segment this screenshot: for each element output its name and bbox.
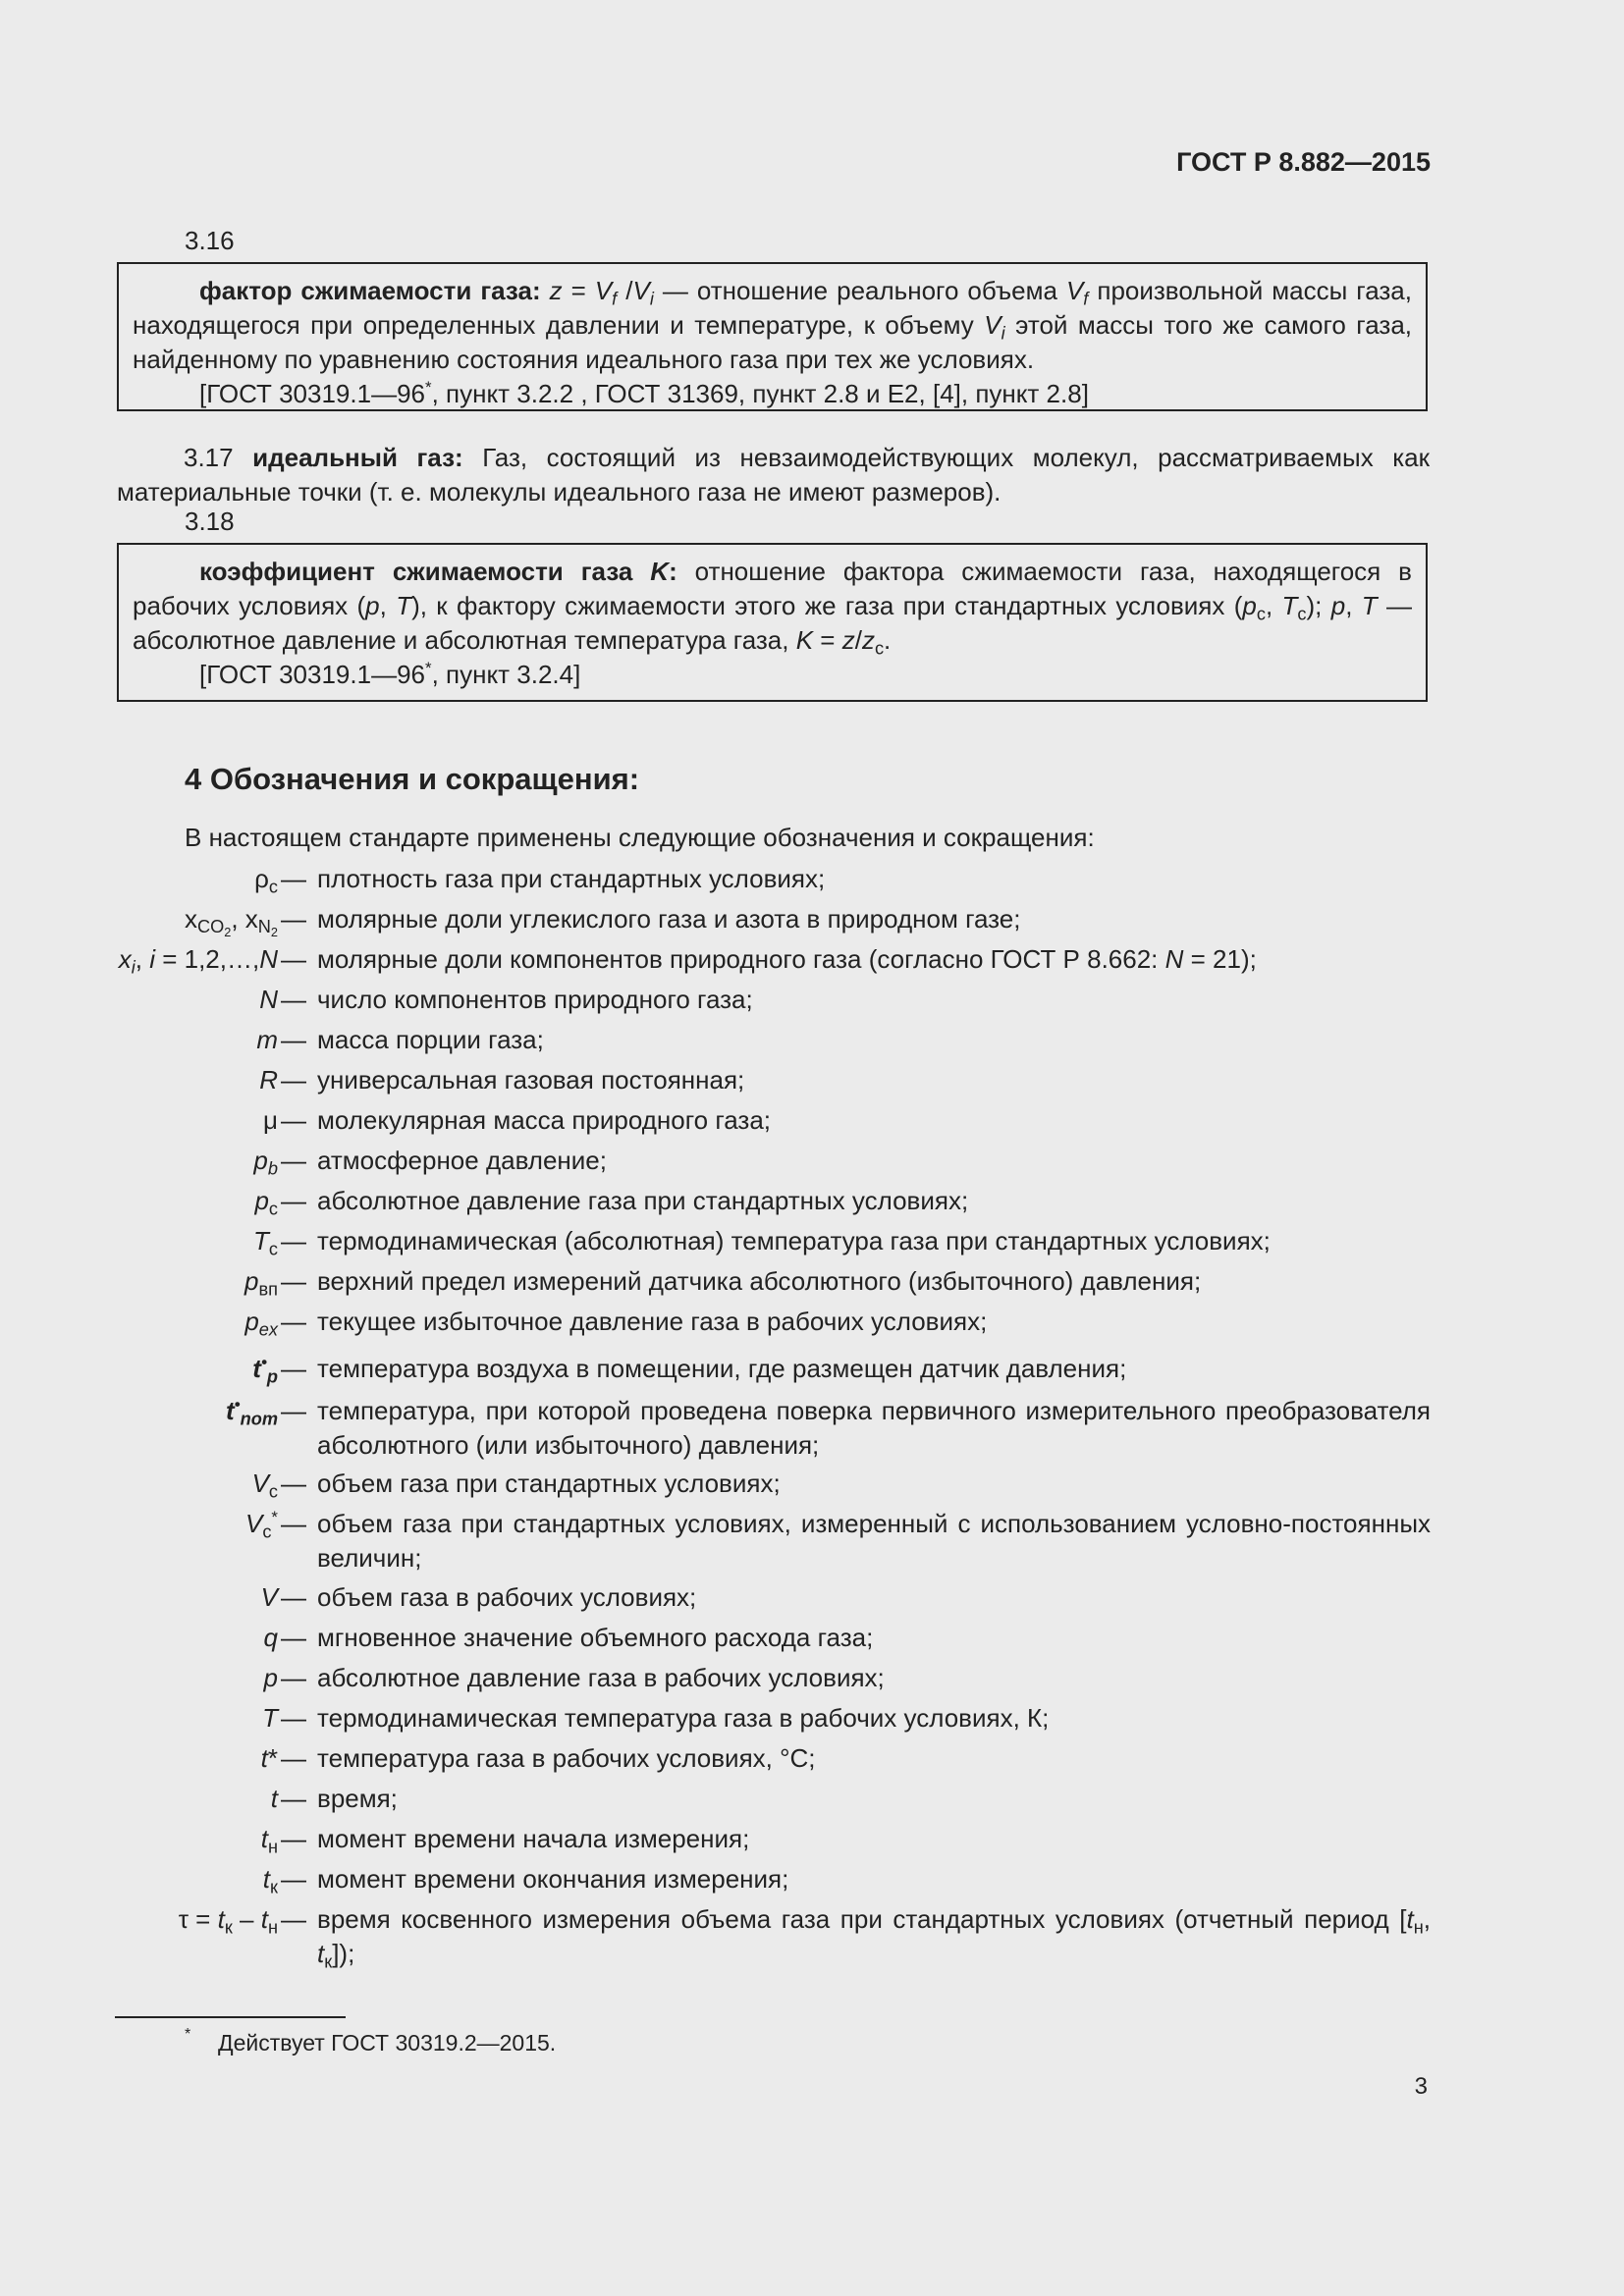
- section-heading: 4 Обозначения и сокращения:: [185, 762, 640, 796]
- symbol: μ: [263, 1105, 278, 1135]
- source-ref-3-16: [ГОСТ 30319.1—96*, пункт 3.2.2 , ГОСТ 31369, пункт 2.8 и Е2, [4], пункт 2.8]: [199, 377, 1089, 408]
- symbol: $t^•_p$: [252, 1352, 278, 1387]
- symbol: p: [263, 1663, 278, 1692]
- symbol: t*: [260, 1743, 278, 1773]
- symbol: N: [259, 985, 278, 1014]
- document-code-header: ГОСТ Р 8.882—2015: [1176, 147, 1431, 177]
- symbol-row: $p_b$ — атмосферное давление;: [253, 1146, 607, 1179]
- clause-3-17: [117, 441, 1430, 509]
- symbol: $\rho_с$: [254, 864, 278, 897]
- definition-box-3-16: [117, 262, 1428, 411]
- clause-number-3-16: 3.16: [185, 226, 235, 255]
- symbol-description: время косвенного измерения объема газа при стандартных условиях (отчетный период [$t_н$, $t_к$]);: [317, 1904, 1431, 1972]
- symbol: $t^•_{nom}$: [226, 1394, 278, 1429]
- symbol-row: $p_{вп}$ — верхний предел измерений датчика абсолютного (избыточного) давления;: [244, 1266, 1202, 1300]
- symbol-row: $\rho_с$ — плотность газа при стандартных условиях;: [254, 864, 826, 897]
- symbol: $p_b$: [253, 1146, 278, 1179]
- footnote-separator: [115, 2016, 346, 2018]
- symbol-row: t — время;: [0, 1782, 1624, 1822]
- symbol: R: [259, 1065, 278, 1095]
- symbol: $Т_с$: [253, 1226, 278, 1259]
- symbol: $x_{CO_2}$, $x_{N_2}$: [184, 904, 278, 940]
- page-number: 3: [1414, 2073, 1428, 2100]
- footnote-text: Действует ГОСТ 30319.2—2015.: [218, 2030, 557, 2056]
- symbol-row: $x_i$, i = 1,2,…,N — молярные доли компонентов природного газа (согласно ГОСТ Р 8.662: N = 21);: [0, 942, 1624, 983]
- symbol-row: $Т_с$ — термодинамическая (абсолютная) температура газа при стандартных условиях;: [253, 1226, 1271, 1259]
- symbol-row: R — универсальная газовая постоянная;: [0, 1063, 1624, 1103]
- symbol-row: T — термодинамическая температура газа в рабочих условиях, К;: [0, 1701, 1624, 1741]
- symbol-row: $p_с$ — абсолютное давление газа при стандартных условиях;: [254, 1186, 969, 1219]
- clause-number-3-18: 3.18: [185, 507, 235, 536]
- definition-body-3-17: Газ, состоящий из невзаимодействующих молекул, рассматриваемых как материальные точки (т. е. молекулы идеального газа не имеют размеров).: [117, 443, 1430, 507]
- term-3-17: идеальный газ:: [252, 443, 463, 472]
- section-intro: В настоящем стандарте применены следующие обозначения и сокращения:: [185, 823, 1095, 852]
- symbol: $p_с$: [254, 1186, 278, 1219]
- symbol: t: [270, 1784, 278, 1813]
- symbol-row: $p_{ex}$ — текущее избыточное давление газа в рабочих условиях;: [244, 1307, 988, 1340]
- symbol: q: [263, 1623, 278, 1652]
- symbol: $t_н$: [260, 1824, 278, 1857]
- symbol-row: $x_{CO_2}$, $x_{N_2}$ — молярные доли углекислого газа и азота в природном газе;: [184, 904, 1021, 940]
- clause-number-3-17: 3.17: [184, 443, 234, 472]
- symbol-row: μ — молекулярная масса природного газа;: [0, 1103, 1624, 1144]
- source-ref-3-18: [ГОСТ 30319.1—96*, пункт 3.2.4]: [199, 658, 581, 689]
- definition-text-3-18: коэффициент сжимаемости газа K: отношение фактора сжимаемости газа, находящегося в рабочих условиях (p, T), к фактору сжимаемости этого же газа при стандартных условиях ($p_с$, $T_с$); p, T — абсолютное давление и абсолютная температура газа, $K = z/z_с$.: [133, 557, 1412, 659]
- symbol-row: $t^•_{nom}$ — температура, при которой проведена поверка первичного измерительного преобразователя абсолютного (или избыточного) давления;: [226, 1394, 1431, 1460]
- symbol-row: p — абсолютное давление газа в рабочих условиях;: [0, 1661, 1624, 1701]
- symbol-row: N — число компонентов природного газа;: [0, 983, 1624, 1023]
- symbol-description: молярные доли компонентов природного газа (согласно ГОСТ Р 8.662: N = 21);: [317, 944, 1257, 974]
- footnote-mark: *: [185, 2026, 191, 2043]
- symbol-row: $V_с$ — объем газа при стандартных условиях;: [251, 1468, 781, 1502]
- symbol-row: $\tau = t_к - t_н$ — время косвенного измерения объема газа при стандартных условиях (отчетный период [$t_н$, $t_к$]);: [178, 1904, 1431, 1972]
- symbol-row: $V_с^*$ — объем газа при стандартных условиях, измеренный с использованием условно-постоянных величин;: [244, 1507, 1431, 1573]
- symbol: T: [262, 1703, 278, 1733]
- symbol: $x_i$, i = 1,2,…,N: [118, 944, 278, 978]
- symbol: $p_{ex}$: [244, 1307, 278, 1340]
- symbol-row: q — мгновенное значение объемного расхода газа;: [0, 1621, 1624, 1661]
- definition-text-3-17: [117, 441, 1430, 509]
- symbol: $\tau = t_к - t_н$: [178, 1904, 278, 1938]
- symbol-row: $t_к$ — момент времени окончания измерения;: [262, 1864, 789, 1897]
- symbol-row: $t^•_p$ — температура воздуха в помещении, где размещен датчик давления;: [252, 1352, 1127, 1387]
- symbol-row: t* — температура газа в рабочих условиях, °С;: [0, 1741, 1624, 1782]
- term-3-16: фактор сжимаемости газа:: [199, 276, 541, 305]
- symbol: $p_{вп}$: [244, 1266, 278, 1300]
- symbol-row: m — масса порции газа;: [0, 1023, 1624, 1063]
- symbol: $V_с^*$: [244, 1507, 278, 1542]
- symbol-row: $t_н$ — момент времени начала измерения;: [260, 1824, 750, 1857]
- symbol: m: [256, 1025, 278, 1054]
- definition-box-3-18: [117, 543, 1428, 702]
- symbol: V: [260, 1582, 278, 1612]
- symbol: $t_к$: [262, 1864, 278, 1897]
- definition-text-3-16: фактор сжимаемости газа: $z = V_f$ $/V_i$ — отношение реального объема $V_f$ произвольной массы газа, находящегося при определенных давлении и температуре, к объему $V_i$ этой массы того же самого газа, найденному по уравнению состояния идеального газа при тех же условиях.: [133, 276, 1412, 374]
- symbol: $V_с$: [251, 1468, 278, 1502]
- symbol-row: V — объем газа в рабочих условиях;: [0, 1580, 1624, 1621]
